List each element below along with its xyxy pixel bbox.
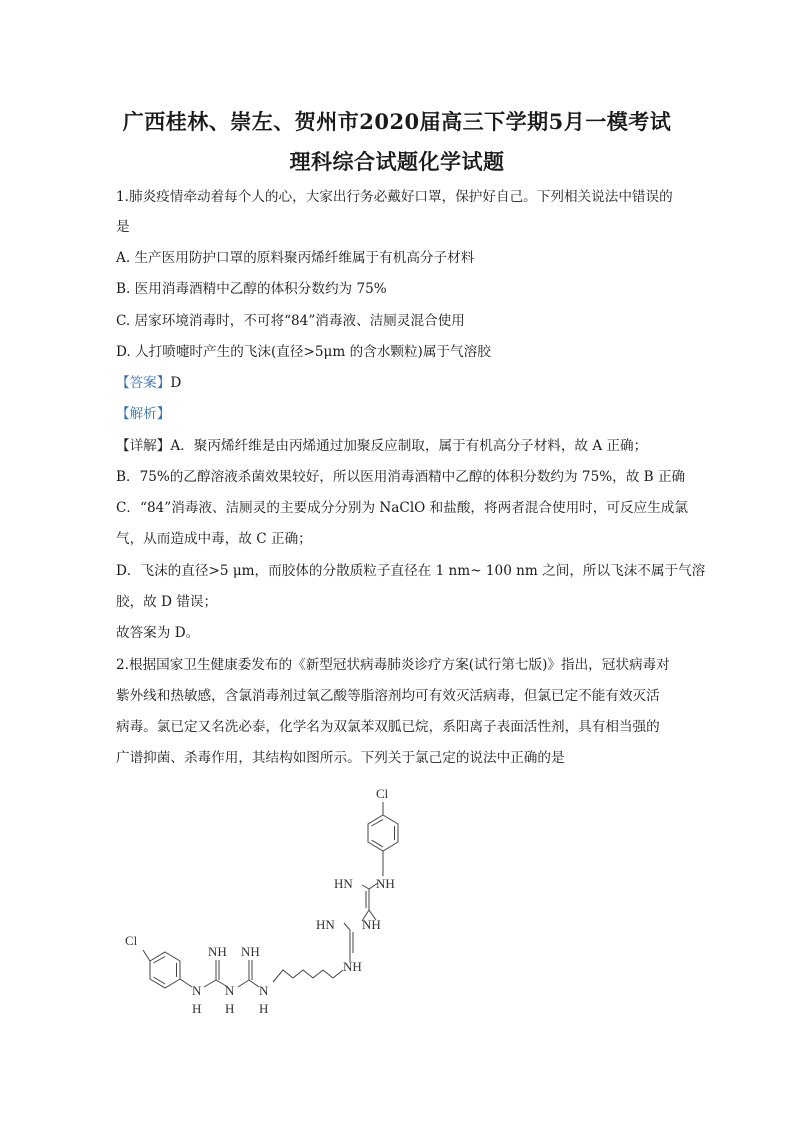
top-benzene-ring bbox=[368, 815, 398, 851]
nh-label: NH bbox=[362, 917, 381, 932]
q1-detail-a bbox=[116, 436, 647, 456]
cl-left-label: Cl bbox=[125, 933, 138, 948]
q1-stem-cont: 是 bbox=[116, 219, 130, 235]
n-label: N bbox=[225, 983, 235, 998]
document-title: 广西桂林、崇左、贺州市2020届高三下学期5月一模考试 bbox=[122, 109, 672, 134]
h-label: H bbox=[259, 1001, 269, 1016]
q1-stem: 1.肺炎疫情牵动着每个人的心，大家出行务必戴好口罩，保护好自己。下列相关说法中错误的 bbox=[116, 189, 673, 205]
q1-conclusion: 故答案为 D。 bbox=[116, 625, 200, 641]
detail-label: 【详解】 bbox=[116, 438, 171, 454]
q2-stem-cont-2: 病毒。氯已定又名洗必泰，化学名为双氯苯双胍已烷，系阳离子表面活性剂，具有相当强的 bbox=[116, 719, 660, 735]
left-benzene-ring bbox=[150, 952, 180, 988]
hn-label: HN bbox=[316, 917, 335, 932]
q1-detail-b: B．75%的乙醇溶液杀菌效果较好，所以医用消毒酒精中乙醇的体积分数约为 75%，故 B 正确 bbox=[116, 469, 686, 485]
q1-detail-d: D．飞沫的直径>5 μm，而胶体的分散质粒子直径在 1 nm~ 100 nm 之间，所以飞沫不属于气溶 bbox=[116, 563, 706, 579]
detail-a-text: A．聚丙烯纤维是由丙烯通过加聚反应制取，属于有机高分子材料，故 A 正确； bbox=[170, 438, 648, 454]
q2-stem-cont-3: 广谱抑菌、杀毒作用，其结构如图所示。下列关于氯己定的说法中正确的是 bbox=[116, 750, 565, 766]
q1-option-b: B. 医用消毒酒精中乙醇的体积分数约为 75% bbox=[116, 281, 387, 297]
q1-analysis bbox=[116, 404, 170, 424]
analysis-label: 【解析】 bbox=[116, 406, 171, 422]
q1-detail-d-cont: 胶，故 D 错误； bbox=[116, 594, 218, 610]
cl-top-label: Cl bbox=[376, 786, 389, 801]
imine-nh-label: NH bbox=[208, 944, 227, 959]
q1-detail-c: C．“84”消毒液、洁厕灵的主要成分分别为 NaClO 和盐酸，将两者混合使用时，可反应生成氯 bbox=[116, 500, 688, 516]
q1-option-a: A. 生产医用防护口罩的原料聚丙烯纤维属于有机高分子材料 bbox=[116, 250, 475, 266]
chlorhexidine-structure-diagram bbox=[110, 780, 440, 1025]
q2-stem-cont-1: 紫外线和热敏感，含氯消毒剂过氧乙酸等脂溶剂均可有效灭活病毒，但氯已定不能有效灭活 bbox=[116, 688, 660, 704]
q1-answer bbox=[116, 373, 181, 393]
q1-option-c: C. 居家环境消毒时，不可将“84”消毒液、洁厕灵混合使用 bbox=[116, 313, 465, 329]
nh-label: NH bbox=[343, 959, 362, 974]
answer-label: 【答案】 bbox=[116, 375, 171, 391]
nh-label: NH bbox=[376, 876, 395, 891]
h-label: H bbox=[192, 1001, 202, 1016]
h-label: H bbox=[225, 1001, 235, 1016]
document-subtitle: 理科综合试题化学试题 bbox=[289, 149, 505, 174]
hn-label: HN bbox=[334, 876, 353, 891]
imine-nh-label: NH bbox=[241, 944, 260, 959]
q1-detail-c-cont: 气，从而造成中毒，故 C 正确； bbox=[116, 531, 312, 547]
answer-value: D bbox=[170, 375, 182, 391]
n-label: N bbox=[192, 983, 202, 998]
q2-stem: 2.根据国家卫生健康委发布的《新型冠状病毒肺炎诊疗方案(试行第七版)》指出，冠状病毒对 bbox=[116, 657, 670, 673]
n-label: N bbox=[259, 983, 269, 998]
q1-option-d: D. 人打喷嚏时产生的飞沫(直径>5μm 的含水颗粒)属于气溶胶 bbox=[116, 344, 491, 360]
